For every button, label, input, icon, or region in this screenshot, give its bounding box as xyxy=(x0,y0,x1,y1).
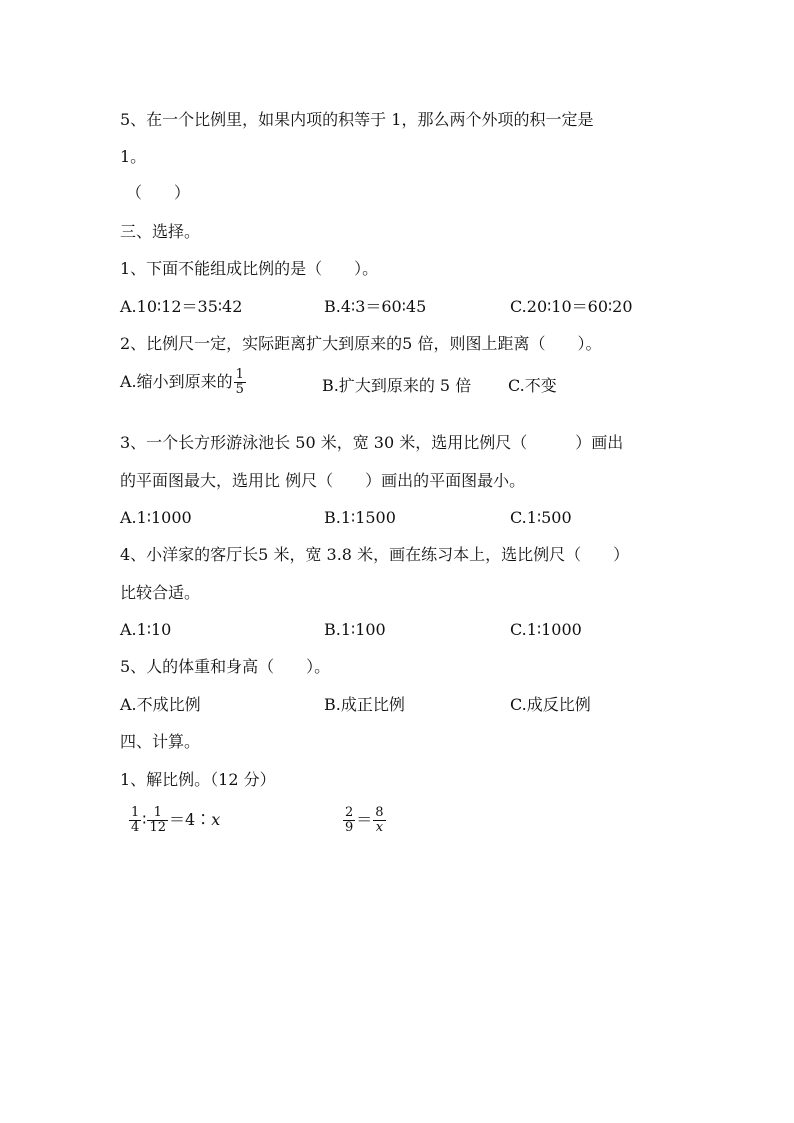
choice-question-5: 5、人的体重和身高（ ）。 xyxy=(120,657,331,676)
section-4-heading: 四、计算。 xyxy=(120,732,201,751)
choice-question-3-line1: 3、一个长方形游泳池长 50 米，宽 30 米，选用比例尺（ ）画出 xyxy=(120,433,624,452)
choice-question-4-line2: 比较合适。 xyxy=(120,583,201,602)
proportion-equation-1 xyxy=(128,806,220,835)
equals-sign: ＝ xyxy=(356,810,373,829)
ratio-colon: ∶ xyxy=(142,810,147,829)
fraction-denominator: 4 xyxy=(131,820,140,835)
fraction-numerator: 1 xyxy=(147,806,168,821)
fraction-denominator: x xyxy=(375,820,384,835)
fraction-numerator: 1 xyxy=(131,805,140,820)
choice-q1-option-b: B.4∶3＝60∶45 xyxy=(324,297,427,316)
choice-question-4-line1: 4、小洋家的客厅长5 米，宽 3.8 米，画在练习本上，选比例尺（ ） xyxy=(120,545,630,564)
choice-q5-option-c: C.成反比例 xyxy=(510,695,591,714)
fraction-numerator: 2 xyxy=(345,805,354,820)
choice-q5-option-b: B.成正比例 xyxy=(324,695,405,714)
fraction-denominator: 5 xyxy=(235,382,244,397)
calc-question-1: 1、解比例。（12 分） xyxy=(120,770,276,789)
choice-q4-option-c: C.1∶1000 xyxy=(510,620,582,639)
section-3-heading: 三、选择。 xyxy=(120,222,201,241)
fraction-one-fifth xyxy=(234,368,246,397)
tf-question-5-line1: 5、在一个比例里，如果内项的积等于 1，那么两个外项的积一定是 xyxy=(120,110,594,129)
choice-question-2: 2、比例尺一定，实际距离扩大到原来的5 倍，则图上距离（ ）。 xyxy=(120,334,602,353)
choice-q2-option-b: B.扩大到原来的 5 倍 xyxy=(322,376,472,395)
choice-q2-option-c: C.不变 xyxy=(508,376,557,395)
fraction-numerator: 1 xyxy=(235,367,244,382)
fraction-denominator: 9 xyxy=(345,820,354,835)
fraction-denominator: 12 xyxy=(149,820,166,835)
equation-rest: ＝4∶ xyxy=(169,810,212,829)
choice-q4-option-b: B.1∶100 xyxy=(324,620,386,639)
fraction-numerator: 8 xyxy=(375,805,384,820)
tf-question-5-line2: 1。 xyxy=(120,147,147,166)
choice-q3-option-b: B.1∶1500 xyxy=(324,508,396,527)
choice-q3-option-a: A.1∶1000 xyxy=(120,508,192,527)
choice-q1-option-c: C.20∶10＝60∶20 xyxy=(510,297,633,316)
choice-question-1: 1、下面不能组成比例的是（ ）。 xyxy=(120,259,379,278)
fraction-b xyxy=(373,806,385,835)
choice-q5-option-a: A.不成比例 xyxy=(120,695,201,714)
tf-question-5-blank: （ ） xyxy=(126,183,191,202)
proportion-equation-2 xyxy=(342,806,387,835)
choice-q2-option-a-prefix: A.缩小到原来的 xyxy=(120,372,233,391)
fraction-a xyxy=(129,806,141,835)
choice-q4-option-a: A.1∶10 xyxy=(120,620,172,639)
choice-q2-option-a xyxy=(120,368,247,397)
variable-x: x xyxy=(211,810,221,829)
choice-q1-option-a: A.10∶12＝35∶42 xyxy=(120,297,243,316)
choice-q3-option-c: C.1∶500 xyxy=(510,508,572,527)
fraction-b xyxy=(147,806,168,835)
choice-question-3-line2: 的平面图最大，选用比 例尺（ ）画出的平面图最小。 xyxy=(120,471,526,490)
fraction-a xyxy=(343,806,355,835)
